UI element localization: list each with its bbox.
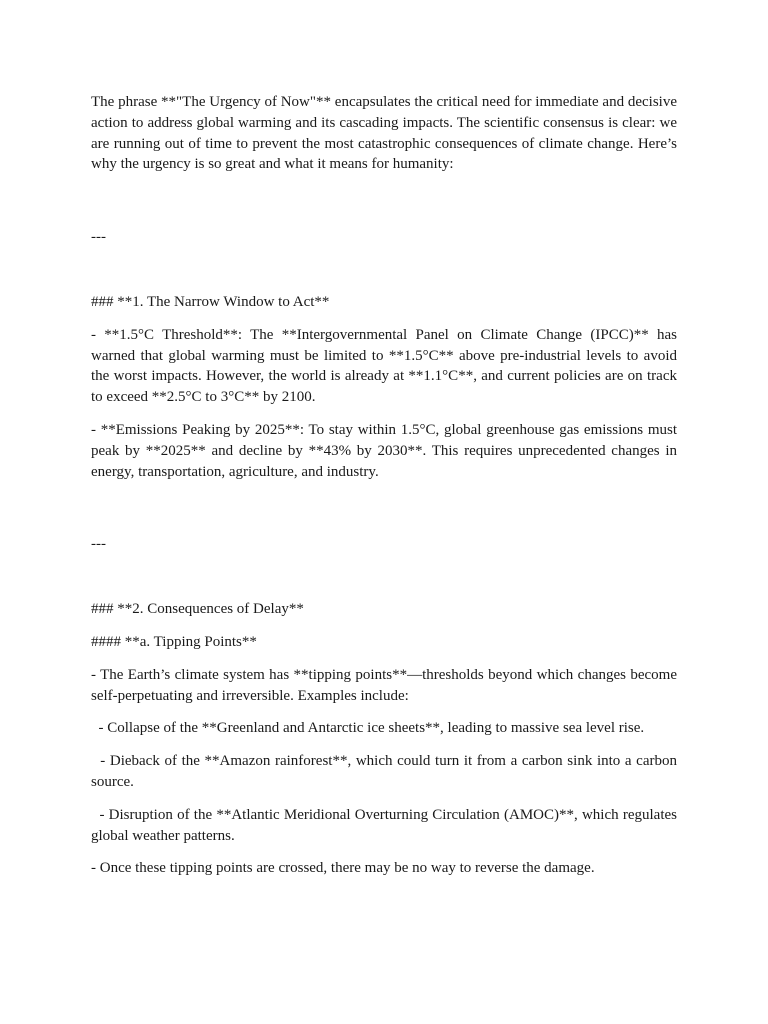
list-item: - Dieback of the **Amazon rainforest**, which could turn it from a carbon sink into a carbon source. bbox=[91, 753, 681, 790]
separator: --- bbox=[91, 536, 106, 553]
list-item: - The Earth’s climate system has **tipping points**—thresholds beyond which changes become self-perpetuating and irreversible. Examples include: bbox=[91, 666, 677, 704]
section-heading: ### **2. Consequences of Delay** bbox=[91, 601, 304, 618]
list-item: - **Emissions Peaking by 2025**: To stay within 1.5°C, global greenhouse gas emissions must peak by **2025** and decline by **43% by 2030**. This requires unprecedented changes in energy, transportation, agriculture, and industry. bbox=[91, 421, 677, 480]
intro-paragraph: The phrase **"The Urgency of Now"** encapsulates the critical need for immediate and decisive action to address global warming and its cascading impacts. The scientific consensus is clear: we are running out of time to prevent the most catastrophic consequences of climate change. Here’s why the urgency is so great and what it means for humanity: bbox=[91, 94, 677, 173]
list-item: - Once these tipping points are crossed, there may be no way to reverse the damage. bbox=[91, 860, 595, 877]
list-item: - Collapse of the **Greenland and Antarctic ice sheets**, leading to massive sea level rise. bbox=[91, 720, 645, 737]
section-heading: ### **1. The Narrow Window to Act** bbox=[91, 293, 330, 310]
subsection-heading: #### **a. Tipping Points** bbox=[91, 633, 257, 650]
list-item: - Disruption of the **Atlantic Meridional Overturning Circulation (AMOC)**, which regulates global weather patterns. bbox=[91, 806, 681, 844]
list-item: - **1.5°C Threshold**: The **Intergovernmental Panel on Climate Change (IPCC)** has warned that global warming must be limited to **1.5°C** above pre-industrial levels to avoid the worst impacts. However, the world is already at **1.1°C**, and current policies are on track to exceed **2.5°C to 3°C** by 2100. bbox=[91, 326, 677, 406]
separator: --- bbox=[91, 229, 106, 246]
document-body bbox=[91, 92, 681, 891]
